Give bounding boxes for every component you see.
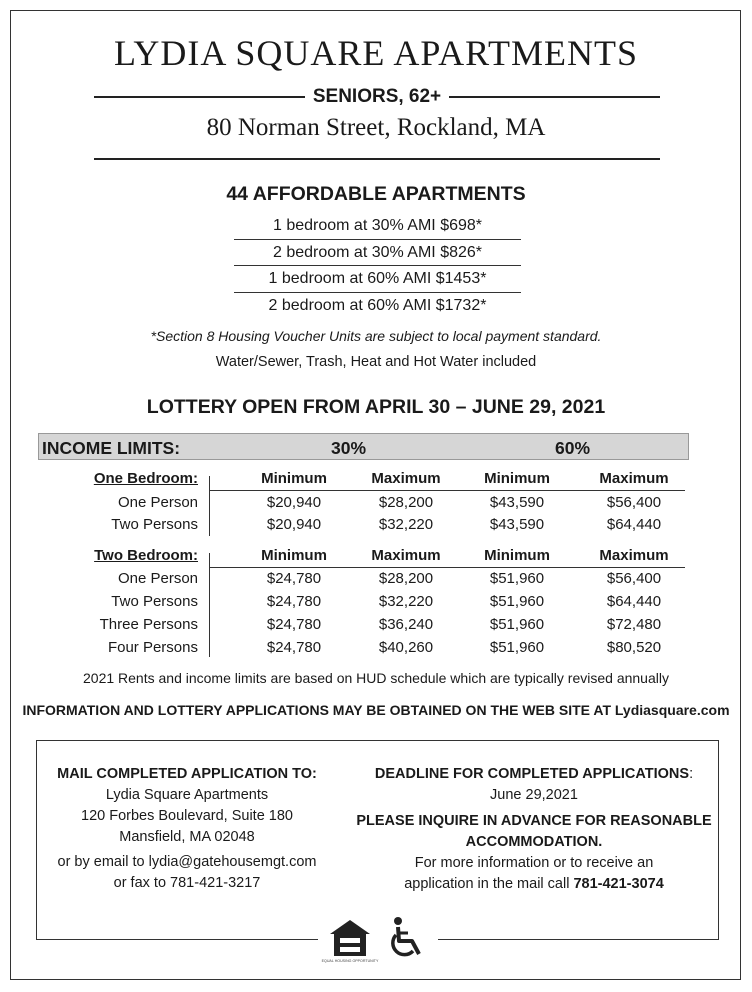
hud-note: 2021 Rents and income limits are based on HUD schedule which are typically revised annually bbox=[83, 670, 669, 686]
cell: $43,590 bbox=[489, 494, 545, 511]
cell: $43,590 bbox=[489, 516, 545, 533]
rent-item: 2 bedroom at 60% AMI $1732* bbox=[268, 296, 487, 314]
divider bbox=[209, 553, 210, 657]
deadline-heading-line bbox=[355, 764, 713, 785]
income-limits-header bbox=[38, 433, 689, 460]
cell: $64,440 bbox=[606, 516, 662, 533]
cell: $56,400 bbox=[606, 570, 662, 587]
col-max-30: Maximum bbox=[371, 470, 441, 487]
fax-number: 781-421-3217 bbox=[170, 875, 261, 891]
two-bedroom-label: Two Bedroom: bbox=[94, 547, 198, 564]
col-max-30: Maximum bbox=[371, 547, 441, 564]
affordable-heading: 44 AFFORDABLE APARTMENTS bbox=[226, 183, 526, 205]
phone-number: 781-421-3074 bbox=[573, 876, 664, 892]
cell: $32,220 bbox=[378, 593, 434, 610]
page-title: LYDIA SQUARE APARTMENTS bbox=[114, 33, 638, 73]
rent-item: 1 bedroom at 60% AMI $1453* bbox=[234, 266, 521, 293]
more-info-prefix: application in the mail call bbox=[404, 876, 574, 892]
deadline-date: June 29,2021 bbox=[490, 787, 578, 803]
cell: $72,480 bbox=[606, 616, 662, 633]
divider bbox=[94, 96, 305, 98]
one-bedroom-label: One Bedroom: bbox=[93, 470, 198, 487]
subtitle-row bbox=[94, 85, 660, 109]
cell: $51,960 bbox=[489, 616, 545, 633]
section8-note: *Section 8 Housing Voucher Units are subject to local payment standard. bbox=[150, 328, 602, 344]
utilities-note: Water/Sewer, Trash, Heat and Hot Water included bbox=[215, 354, 537, 370]
fax-line bbox=[39, 873, 335, 894]
application-box bbox=[36, 740, 719, 940]
col-max-60: Maximum bbox=[599, 547, 669, 564]
persons-label: One Person bbox=[117, 494, 198, 511]
mail-column bbox=[39, 764, 335, 894]
cell: $20,940 bbox=[266, 516, 322, 533]
cell: $51,960 bbox=[489, 639, 545, 656]
col-min-30: Minimum bbox=[261, 470, 327, 487]
mail-heading: MAIL COMPLETED APPLICATION TO: bbox=[57, 766, 317, 782]
address: 80 Norman Street, Rockland, MA bbox=[206, 114, 546, 141]
divider bbox=[449, 96, 660, 98]
col-max-60: Maximum bbox=[599, 470, 669, 487]
cell: $51,960 bbox=[489, 593, 545, 610]
lottery-dates: LOTTERY OPEN FROM APRIL 30 – JUNE 29, 2021 bbox=[146, 396, 606, 418]
cell: $24,780 bbox=[266, 639, 322, 656]
email-link[interactable]: lydia@gatehousemgt.com bbox=[148, 854, 317, 870]
rent-item: 1 bedroom at 30% AMI $698* bbox=[234, 213, 521, 240]
cell: $24,780 bbox=[266, 593, 322, 610]
pct-60-label: 60% bbox=[555, 438, 591, 458]
col-min-30: Minimum bbox=[261, 547, 327, 564]
email-line bbox=[39, 852, 335, 873]
email-prefix: or by email to bbox=[57, 854, 149, 870]
inquire-line-1: PLEASE INQUIRE IN ADVANCE FOR REASONABLE bbox=[356, 813, 712, 829]
cell: $28,200 bbox=[378, 494, 434, 511]
persons-label: Three Persons bbox=[99, 616, 198, 633]
divider bbox=[209, 476, 210, 536]
cell: $32,220 bbox=[378, 516, 434, 533]
mail-name: Lydia Square Apartments bbox=[105, 787, 269, 803]
cell: $36,240 bbox=[378, 616, 434, 633]
rent-list bbox=[234, 213, 521, 319]
rent-item: 2 bedroom at 30% AMI $826* bbox=[234, 240, 521, 267]
divider bbox=[94, 158, 660, 160]
persons-label: Two Persons bbox=[111, 516, 198, 533]
more-info-line-2 bbox=[355, 874, 713, 895]
cell: $80,520 bbox=[606, 639, 662, 656]
cell: $51,960 bbox=[489, 570, 545, 587]
equal-housing-text: EQUAL HOUSING OPPORTUNITY bbox=[321, 959, 379, 963]
cell: $24,780 bbox=[266, 570, 322, 587]
persons-label: One Person bbox=[117, 570, 198, 587]
cell: $64,440 bbox=[606, 593, 662, 610]
income-limits-label: INCOME LIMITS: bbox=[42, 438, 181, 458]
more-info-line-1: For more information or to receive an bbox=[414, 855, 654, 871]
wheelchair-icon bbox=[386, 916, 428, 962]
divider bbox=[209, 490, 685, 491]
deadline-heading: DEADLINE FOR COMPLETED APPLICATIONS bbox=[374, 766, 690, 782]
subtitle: SENIORS, 62+ bbox=[312, 86, 442, 107]
equal-housing-opportunity-icon bbox=[321, 918, 379, 966]
col-min-60: Minimum bbox=[484, 470, 550, 487]
fax-prefix: or fax to bbox=[113, 875, 171, 891]
mail-city: Mansfield, MA 02048 bbox=[119, 829, 255, 845]
footer-icons bbox=[318, 916, 438, 966]
cell: $28,200 bbox=[378, 570, 434, 587]
cell: $56,400 bbox=[606, 494, 662, 511]
info-line: INFORMATION AND LOTTERY APPLICATIONS MAY BE OBTAINED ON THE WEB SITE AT Lydiasquare.com bbox=[22, 702, 730, 718]
deadline-colon: : bbox=[689, 766, 694, 782]
persons-label: Two Persons bbox=[111, 593, 198, 610]
col-min-60: Minimum bbox=[484, 547, 550, 564]
mail-street: 120 Forbes Boulevard, Suite 180 bbox=[81, 808, 293, 824]
inquire-line-2: ACCOMMODATION. bbox=[465, 834, 603, 850]
cell: $40,260 bbox=[378, 639, 434, 656]
cell: $20,940 bbox=[266, 494, 322, 511]
cell: $24,780 bbox=[266, 616, 322, 633]
deadline-column bbox=[355, 764, 713, 895]
pct-30-label: 30% bbox=[331, 438, 367, 458]
persons-label: Four Persons bbox=[107, 639, 198, 656]
